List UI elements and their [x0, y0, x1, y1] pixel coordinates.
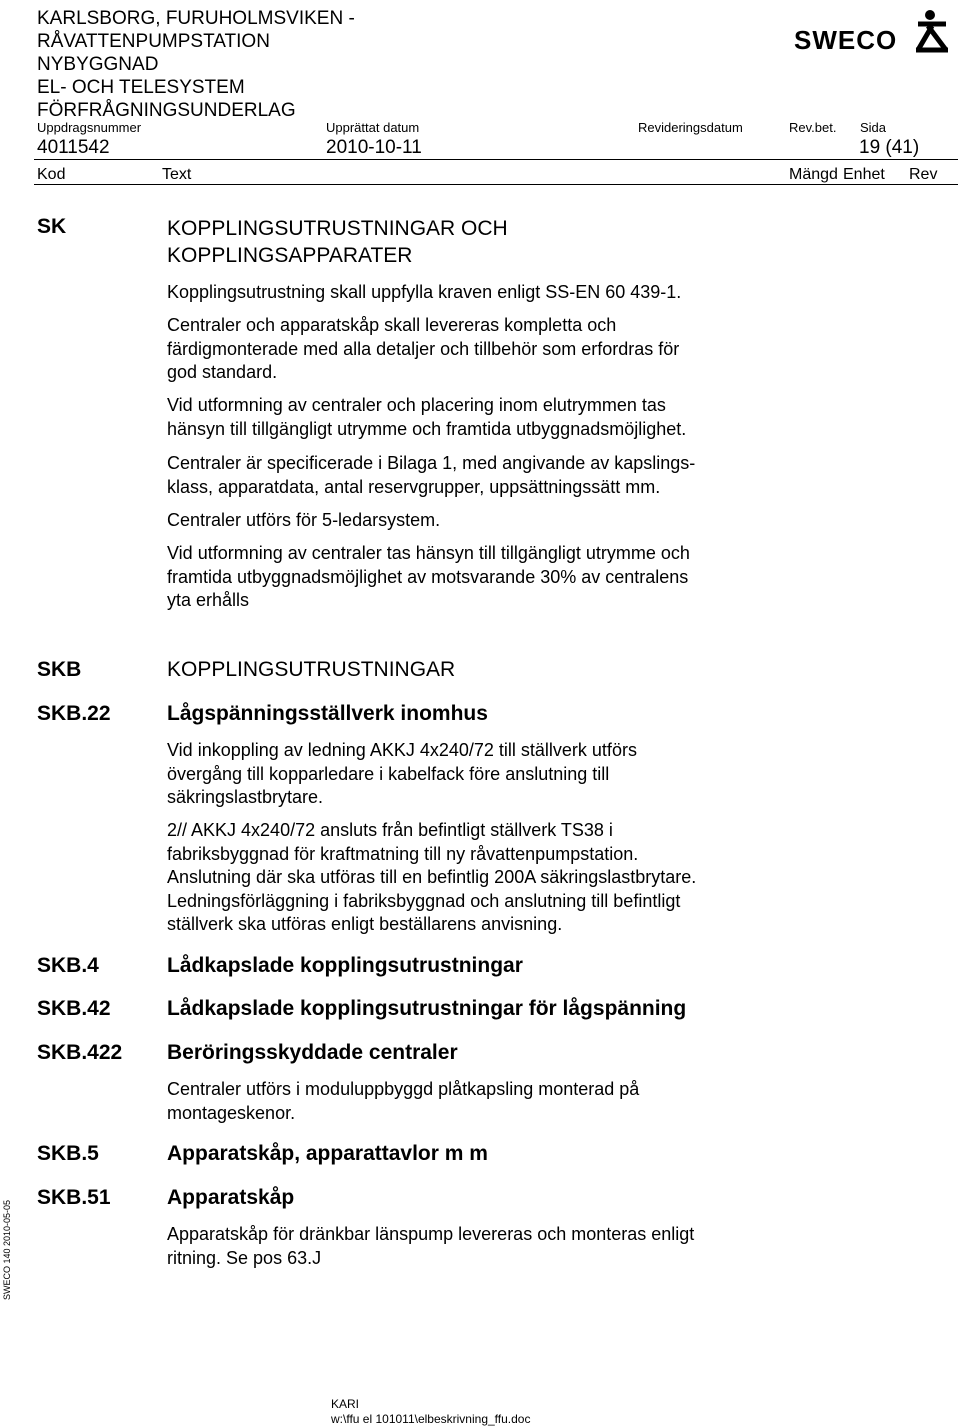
title-line: RÅVATTENPUMPSTATION	[37, 31, 270, 52]
heading-skb4: Lådkapslade kopplingsutrustningar	[167, 954, 523, 977]
paragraph	[167, 281, 947, 305]
text-line: montageskenor.	[167, 1102, 296, 1123]
text-line: säkringslastbrytare.	[167, 787, 324, 807]
heading-skb51: Apparatskåp	[167, 1186, 295, 1209]
paragraph	[167, 739, 947, 810]
text-line: Vid utformning av centraler tas hänsyn till tillgängligt utrymme och	[167, 543, 690, 563]
code-skb22: SKB.22	[37, 702, 111, 725]
sweco-logo-mark	[794, 6, 954, 56]
heading-skb22: Lågspänningsställverk inomhus	[167, 702, 488, 725]
paragraph	[167, 1223, 947, 1270]
text-line: 2// AKKJ 4x240/72 ansluts från befintligt ställverk TS38 i	[167, 820, 613, 840]
value-uppdragsnummer: 4011542	[37, 137, 110, 158]
title-line: NYBYGGNAD	[37, 54, 159, 75]
text-line: Centraler och apparatskåp skall levereras kompletta och	[167, 315, 617, 335]
column-text: Text	[162, 166, 192, 183]
paragraph	[167, 509, 947, 533]
value-sida: 19 (41)	[859, 137, 920, 158]
columns-rule	[34, 184, 958, 185]
code-skb51: SKB.51	[37, 1186, 111, 1209]
code-sk: SK	[37, 215, 67, 238]
footer-author: KARI	[331, 1397, 360, 1411]
text-line: yta erhålls	[167, 590, 250, 610]
text-line: ställverk ska utföras enligt beställarens anvisning.	[167, 914, 563, 934]
label-revbet: Rev.bet.	[789, 120, 837, 135]
column-mangd: Mängd	[789, 166, 838, 183]
logo-wordmark: SWECO	[794, 25, 898, 55]
label-upprattat-datum: Upprättat datum	[326, 120, 420, 135]
paragraph	[167, 819, 947, 937]
code-skb422: SKB.422	[37, 1041, 123, 1064]
header-rule	[34, 159, 958, 160]
text-line: ritning. Se pos 63.J	[167, 1247, 322, 1268]
heading-line: KOPPLINGSAPPARATER	[167, 244, 413, 267]
heading-skb422: Beröringsskyddade centraler	[167, 1041, 458, 1064]
text-line: övergång till kopparledare i kabelfack före anslutning till	[167, 763, 610, 784]
label-revideringsdatum: Revideringsdatum	[638, 120, 743, 135]
text-line: Kopplingsutrustning skall uppfylla kraven enligt SS-EN 60 439-1.	[167, 282, 682, 302]
footer-file-path: w:\ffu el 101011\elbeskrivning_ffu.doc	[331, 1412, 531, 1426]
text-line: Anslutning där ska utföras till en befintlig 200A säkringslastbrytare.	[167, 867, 697, 887]
code-skb4: SKB.4	[37, 954, 99, 977]
form-reference-mark: SWECO 140 2010-05-05	[2, 1199, 12, 1300]
title-line: FÖRFRÅGNINGSUNDERLAG	[37, 100, 296, 121]
code-skb42: SKB.42	[37, 997, 111, 1020]
text-line: Ledningsförläggning i fabriksbyggnad och anslutning till befintligt	[167, 890, 681, 911]
paragraph	[167, 452, 947, 499]
title-line: EL- OCH TELESYSTEM	[37, 77, 245, 98]
column-enhet: Enhet	[843, 166, 885, 183]
text-line: god standard.	[167, 362, 278, 382]
code-skb: SKB	[37, 658, 82, 681]
column-rev: Rev	[909, 166, 938, 183]
column-kod: Kod	[37, 166, 66, 183]
value-upprattat-datum: 2010-10-11	[326, 137, 422, 158]
label-uppdragsnummer: Uppdragsnummer	[37, 120, 142, 135]
text-line: fabriksbyggnad för kraftmatning till ny råvattenpumpstation.	[167, 843, 639, 864]
text-line: Vid inkoppling av ledning AKKJ 4x240/72 till ställverk utförs	[167, 740, 637, 760]
paragraph	[167, 394, 947, 441]
text-line: klass, apparatdata, antal reservgrupper, uppsättningssätt mm.	[167, 476, 661, 497]
text-line: Centraler är specificerade i Bilaga 1, med angivande av kapslings-	[167, 453, 696, 473]
paragraph	[167, 1078, 947, 1125]
heading-skb: KOPPLINGSUTRUSTNINGAR	[167, 658, 456, 681]
heading-skb5: Apparatskåp, apparattavlor m m	[167, 1142, 488, 1165]
paragraph	[167, 542, 947, 613]
text-line: Apparatskåp för dränkbar länspump levereras och monteras enligt	[167, 1224, 695, 1244]
text-line: hänsyn till tillgängligt utrymme och framtida utbyggnadsmöjlighet.	[167, 418, 687, 439]
paragraph	[167, 314, 947, 385]
heading-skb42: Lådkapslade kopplingsutrustningar för lågspänning	[167, 997, 687, 1020]
sweco-logo	[794, 6, 954, 56]
logo-figure-icon	[916, 10, 948, 50]
text-line: färdigmonterade med alla detaljer och tillbehör som erfordras för	[167, 338, 680, 359]
text-line: framtida utbyggnadsmöjlighet av motsvarande 30% av centralens	[167, 566, 689, 587]
label-sida: Sida	[860, 120, 887, 135]
text-line: Vid utformning av centraler och placering inom elutrymmen tas	[167, 395, 666, 415]
heading-line: KOPPLINGSUTRUSTNINGAR OCH	[167, 217, 508, 240]
code-skb5: SKB.5	[37, 1142, 99, 1165]
heading-sk	[167, 215, 508, 269]
text-line: Centraler utförs för 5-ledarsystem.	[167, 510, 441, 530]
title-line: KARLSBORG, FURUHOLMSVIKEN -	[37, 8, 355, 29]
text-line: Centraler utförs i moduluppbyggd plåtkapsling monterad på	[167, 1079, 640, 1099]
